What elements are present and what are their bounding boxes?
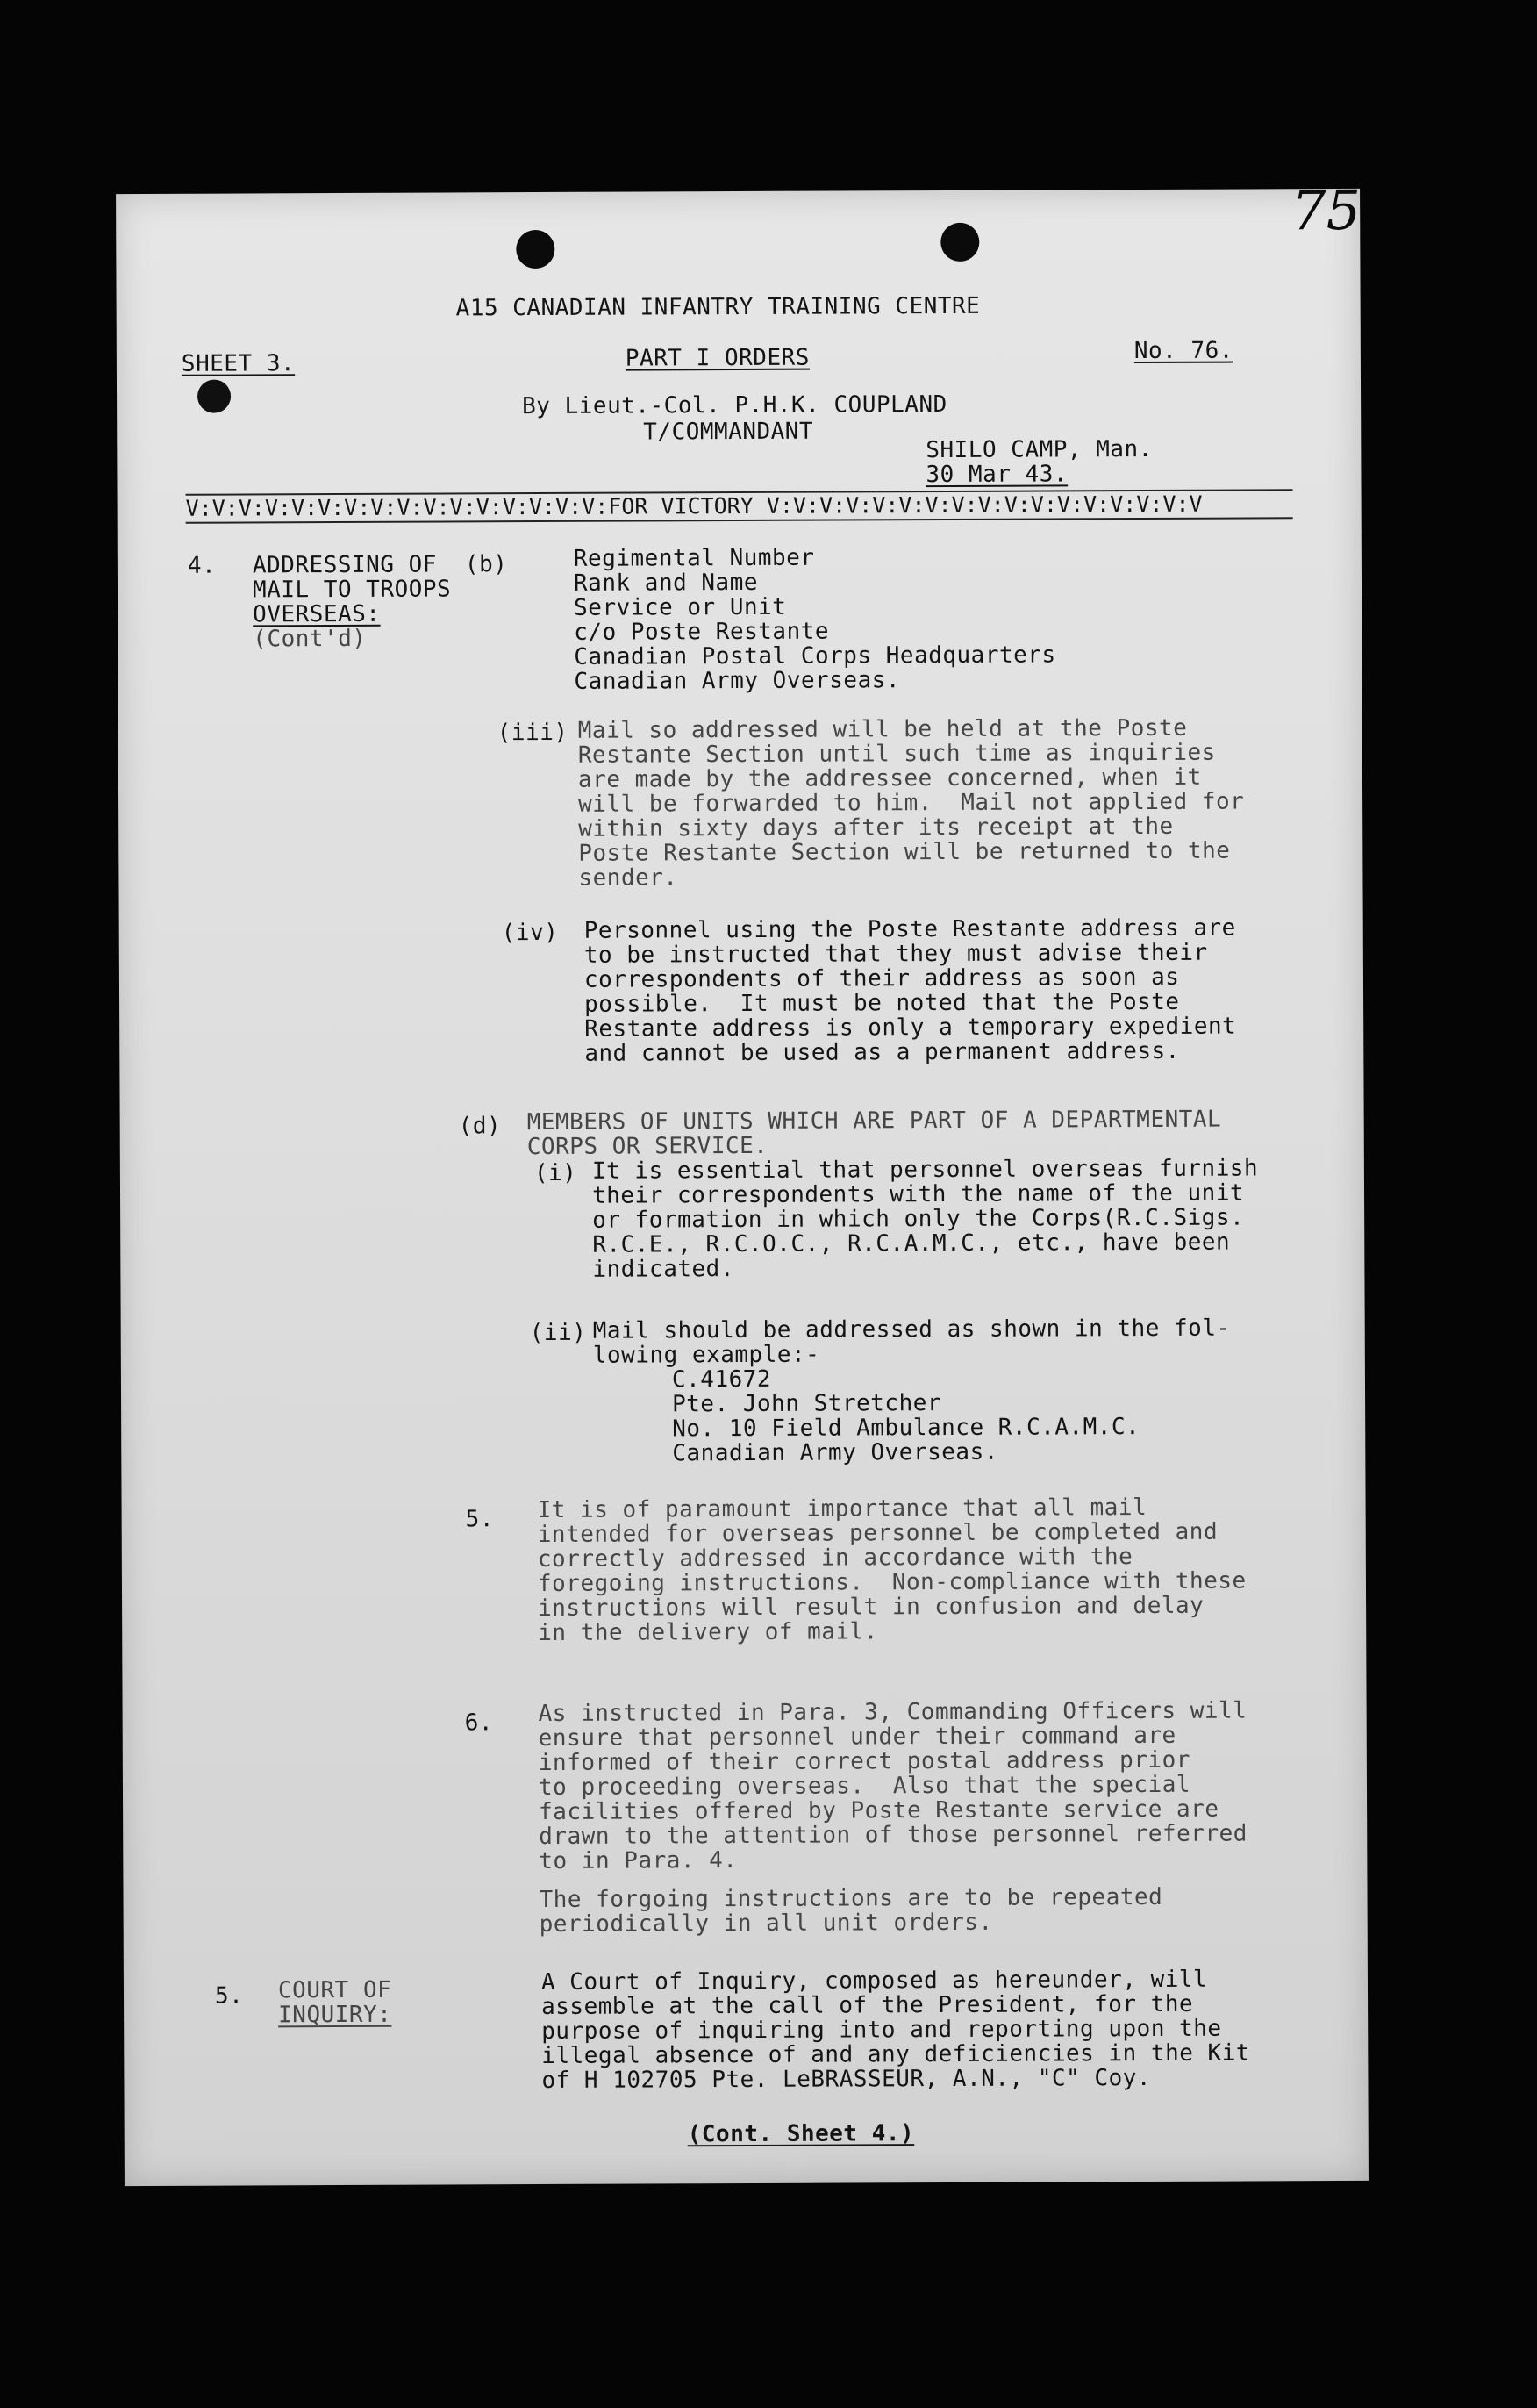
punch-hole — [940, 223, 979, 262]
paragraph: As instructed in Para. 3, Commanding Officers will ensure that personnel under their command are informed of their correct postal address prior to proceeding overseas. Also that the special facilities offered by Poste Restante service are drawn to the attention of those personnel referred to in Para. 4. — [538, 1697, 1247, 1875]
subsection-label: (iii) — [497, 719, 568, 747]
paragraph: It is essential that personnel overseas furnish their correspondents with the name of the unit or formation in which only the Corps(R.C.Sigs. R.C.E., R.C.O.C., R.C.A.M.C., etc., have been indicated. — [591, 1155, 1259, 1283]
paragraph: A Court of Inquiry, composed as hereunder, will assemble at the call of the President, for the purpose of inquiring into and reporting upon the illegal absence of and any deficiencies in the Kit of H 102705 Pte. LeBRASSEUR, A.N., "C" Coy. — [540, 1966, 1251, 2095]
paragraph: The forgoing instructions are to be repeated periodically in all unit orders. — [539, 1883, 1163, 1939]
item-heading: MAIL TO TROOPS — [252, 576, 452, 604]
subsection-heading: MEMBERS OF UNITS WHICH ARE PART OF A DEPARTMENTAL CORPS OR SERVICE. — [526, 1106, 1222, 1161]
item-heading: INQUIRY: — [278, 2001, 392, 2029]
subsection-label: (iv) — [501, 919, 559, 947]
subsection-label: (ii) — [529, 1319, 587, 1347]
sheet-number: SHEET 3. — [181, 350, 296, 377]
address-format: Regimental Number Rank and Name Service or Unit c/o Poste Restante Canadian Postal Corps Headquarters Canadian Army Overseas. — [573, 544, 1056, 695]
date: 30 Mar 43. — [926, 461, 1069, 489]
commander-line: By Lieut.-Col. P.H.K. COUPLAND — [522, 391, 947, 420]
paragraph-number: 5. — [465, 1506, 495, 1533]
address-example: C.41672 Pte. John Stretcher No. 10 Field Ambulance R.C.A.M.C. Canadian Army Overseas. — [671, 1365, 1140, 1467]
for-victory-banner: V:V:V:V:V:V:V:V:V:V:V:V:V:V:V:V:FOR VICTORY V:V:V:V:V:V:V:V:V:V:V:V:V:V:V:V:V — [186, 489, 1293, 524]
paragraph: Mail so addressed will be held at the Poste Restante Section until such time as inquiries are made by the addressee concerned, when it will be forwarded to him. Mail not applied for within sixty days after its receipt at the Poste Restante Section will be returned to the sender. — [577, 714, 1245, 892]
document-page — [116, 177, 1369, 2186]
punch-hole — [516, 230, 554, 269]
paragraph: Personnel using the Poste Restante address are to be instructed that they must advise their correspondents of their address as soon as possible. It must be noted that the Poste Restante address is only a temporary expedient and cannot be used as a permanent address. — [583, 914, 1237, 1067]
order-number: No. 76. — [1133, 337, 1233, 365]
subsection-label: (d) — [458, 1113, 502, 1140]
paragraph-number: 6. — [464, 1709, 494, 1737]
paragraph: It is of paramount importance that all mail intended for overseas personnel be completed and correctly addressed in accordance with the foregoing instructions. Non-compliance with these instructions will result in confusion and delay in the delivery of mail. — [537, 1494, 1247, 1647]
handwritten-page-mark: 75 — [1290, 177, 1362, 243]
item-number: 5. — [214, 1982, 244, 2010]
continuation-note: (Cont. Sheet 4.) — [687, 2120, 915, 2148]
unit-title: A15 CANADIAN INFANTRY TRAINING CENTRE — [455, 292, 981, 322]
subsection-label: (b) — [464, 551, 508, 578]
ink-blot — [197, 380, 231, 413]
item-heading: COURT OF — [277, 1976, 392, 2004]
commander-title: T/COMMANDANT — [643, 418, 814, 446]
item-heading: ADDRESSING OF — [252, 551, 437, 579]
paragraph: Mail should be addressed as shown in the fol- lowing example:- — [592, 1315, 1231, 1369]
item-heading: OVERSEAS: — [253, 600, 381, 628]
orders-title: PART I ORDERS — [625, 344, 810, 372]
item-heading: (Cont'd) — [253, 625, 367, 653]
place: SHILO CAMP, Man. — [926, 435, 1153, 464]
subsection-label: (i) — [533, 1159, 577, 1187]
item-number: 4. — [187, 552, 217, 579]
